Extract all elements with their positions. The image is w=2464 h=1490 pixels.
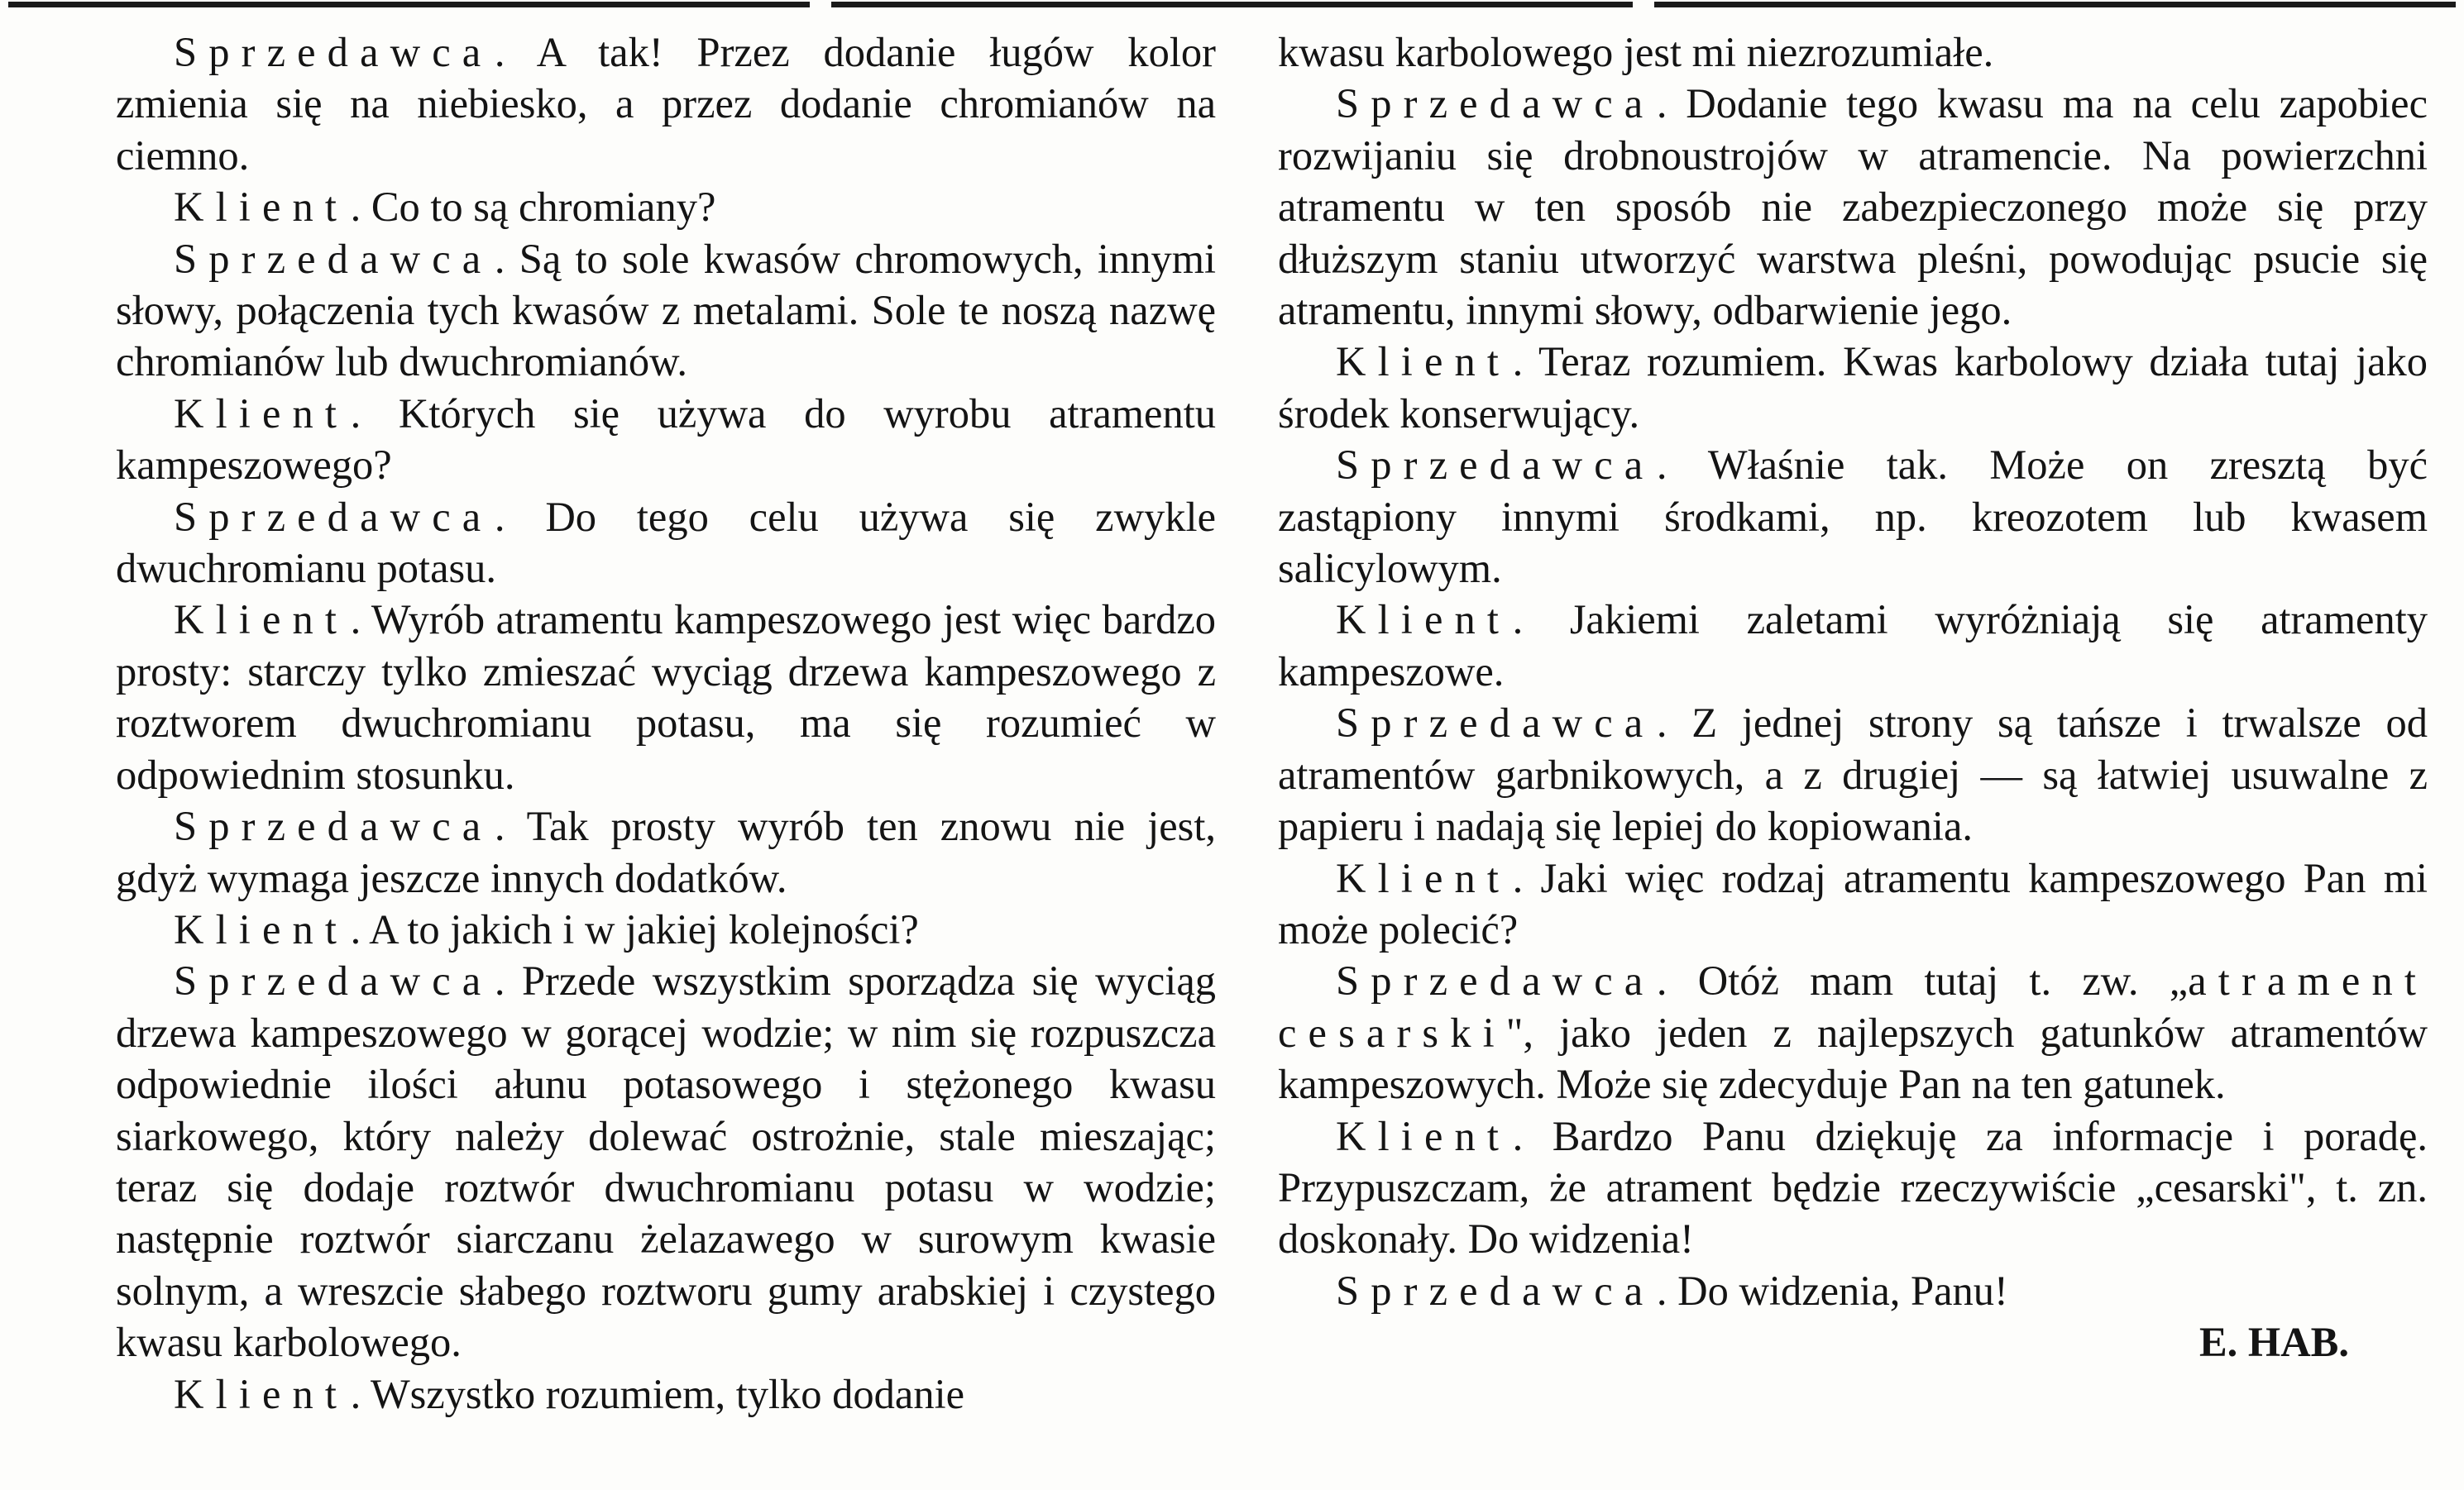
dialogue-text: Z jednej strony są tańsze i trwalsze od atramentów garbnikowych, a z drugiej — są łatwiej usuwalne z papieru i nadają się lepiej do kopiowania. xyxy=(1278,700,2428,850)
speaker-name: Sprzedawca xyxy=(174,493,493,540)
dialogue-line: Sprzedawca. Dodanie tego kwasu ma na celu zapobiec rozwijaniu się drobnoustrojów w atramencie. Na powierzchni atramentu w ten sposób nie zabezpieczonego może się przy dłuższym staniu utworzyć warstwa pleśni, powodując psucie się atramentu, innymi słowy, odbarwienie jego. xyxy=(1278,80,2428,334)
dialogue-line: Klient. Wszystko rozumiem, tylko dodanie xyxy=(174,1370,965,1417)
speaker-name: Sprzedawca xyxy=(174,235,493,282)
dialogue-line: Klient. Których się używa do wyrobu atramentu kampeszowego? xyxy=(116,389,1216,489)
dialogue-text: Jaki więc rodzaj atramentu kampeszowego Pan mi może polecić? xyxy=(1278,854,2428,953)
dialogue-line: Klient. A to jakich i w jakiej kolejności? xyxy=(174,905,919,953)
right-column xyxy=(1278,26,2428,1368)
dialogue-line: Sprzedawca. Otóż mam tutaj t. zw. „atrament cesarski", jako jeden z najlepszych gatunków atramentów kampeszowych. Może się zdecyduje Pan na ten gatunek. xyxy=(1278,958,2428,1108)
dialogue-text: A to jakich i w jakiej kolejności? xyxy=(369,905,919,953)
dialogue-line: Klient. Wyrób atramentu kampeszowego jest więc bardzo prosty: starczy tylko zmieszać wyciąg drzewa kampeszowego z roztworem dwuchromianu potasu, ma się rozumieć w odpowiednim stosunku. xyxy=(116,596,1217,798)
speaker-name: Klient xyxy=(174,905,349,953)
speaker-name: Sprzedawca xyxy=(1336,442,1655,489)
left-column xyxy=(116,26,1216,1420)
dialogue-text: Do widzenia, Panu! xyxy=(1677,1267,2008,1314)
dialogue-text: ", jako jeden z najlepszych gatunków atramentów kampeszowych. Może się zdecyduje Pan na ten gatunek. xyxy=(1278,1009,2428,1108)
speaker-name: Klient xyxy=(174,389,349,437)
speaker-name: Sprzedawca xyxy=(1336,1267,1655,1314)
dialogue-line: Sprzedawca. Z jednej strony są tańsze i trwalsze od atramentów garbnikowych, a z drugiej — są łatwiej usuwalne z papieru i nadają się lepiej do kopiowania. xyxy=(1278,700,2428,850)
top-rule xyxy=(8,0,2456,8)
dialogue-line: Sprzedawca. Tak prosty wyrób ten znowu nie jest, gdyż wymaga jeszcze innych dodatków. xyxy=(116,803,1216,901)
dialogue-line: Sprzedawca. Przede wszystkim sporządza się wyciąg drzewa kampeszowego w gorącej wodzie; w nim się rozpuszcza odpowiednie ilości ałunu potasowego i stężonego kwasu siarkowego, który należy dolewać ostrożnie, stale mieszając; teraz się dodaje roztwór dwuchromianu potasu w wodzie; następnie roztwór siarczanu żelazawego w surowym kwasie solnym, a wreszcie słabego roztworu gumy arabskiej i czystego kwasu karbolowego. xyxy=(116,958,1217,1366)
dialogue-text: Co to są chromiany? xyxy=(371,184,716,231)
dialogue-text: Wyrób atramentu kampeszowego jest więc bardzo prosty: starczy tylko zmieszać wyciąg drzewa kampeszowego z roztworem dwuchromianu potasu, ma się rozumieć w odpowiednim stosunku. xyxy=(116,596,1217,798)
dialogue-text: Dodanie tego kwasu ma na celu zapobiec rozwijaniu się drobnoustrojów w atramencie. Na powierzchni atramentu w ten sposób nie zabezpieczonego może się przy dłuższym staniu utworzyć warstwa pleśni, powodując psucie się atramentu, innymi słowy, odbarwienie jego. xyxy=(1278,80,2428,334)
speaker-name: Klient xyxy=(1336,1112,1511,1159)
dialogue-text: Otóż mam tutaj t. zw. „ xyxy=(1697,958,2189,1005)
dialogue-line: Klient. Teraz rozumiem. Kwas karbolowy działa tutaj jako środek konserwujący. xyxy=(1278,338,2428,437)
dialogue-text: Których się używa do wyrobu atramentu kampeszowego? xyxy=(116,389,1216,489)
dialogue-line: Sprzedawca. Do tego celu używa się zwykle dwuchromianu potasu. xyxy=(116,493,1217,592)
author-signature: E. HAB. xyxy=(2199,1319,2349,1366)
dialogue-text: Są to sole kwasów chromowych, innymi słowy, połączenia tych kwasów z metalami. Sole te noszą nazwę chromianów lub dwuchromianów. xyxy=(116,235,1217,385)
dialogue-line: Sprzedawca. Do widzenia, Panu! xyxy=(1336,1267,2008,1314)
speaker-name: Klient xyxy=(1336,338,1511,385)
dialogue-text: kwasu karbolowego jest mi niezrozumiałe. xyxy=(1278,29,1994,75)
dialogue-text: A tak! Przez dodanie ługów kolor zmienia się na niebiesko, a przez dodanie chromianów na ciemno. xyxy=(116,29,1216,179)
speaker-name: Klient xyxy=(174,1370,349,1417)
dialogue-text: Teraz rozumiem. Kwas karbolowy działa tutaj jako środek konserwujący. xyxy=(1278,338,2428,437)
dialogue-line: Klient. Jaki więc rodzaj atramentu kampeszowego Pan mi może polecić? xyxy=(1278,854,2428,953)
speaker-name: Sprzedawca xyxy=(1336,958,1655,1005)
dialogue-line: Sprzedawca. Właśnie tak. Może on zresztą być zastąpiony innymi środkami, np. kreozotem lub kwasem salicylowym. xyxy=(1278,442,2428,592)
dialogue-text: Przede wszystkim sporządza się wyciąg drzewa kampeszowego w gorącej wodzie; w nim się rozpuszcza odpowiednie ilości ałunu potasowego i stężonego kwasu siarkowego, który należy dolewać ostrożnie, stale mieszając; teraz się dodaje roztwór dwuchromianu potasu w wodzie; następnie roztwór siarczanu żelazawego w surowym kwasie solnym, a wreszcie słabego roztworu gumy arabskiej i czystego kwasu karbolowego. xyxy=(116,958,1217,1366)
dialogue-text: Bardzo Panu dziękuję za informacje i poradę. Przypuszczam, że atrament będzie rzeczywiście „cesarski", t. zn. doskonały. Do widzenia! xyxy=(1278,1112,2428,1263)
speaker-name: Klient xyxy=(1336,596,1511,643)
dialogue-text: Wszystko rozumiem, tylko dodanie xyxy=(370,1370,965,1417)
speaker-name: Sprzedawca xyxy=(1336,80,1655,127)
dialogue-line: Sprzedawca. A tak! Przez dodanie ługów kolor zmienia się na niebiesko, a przez dodanie chromianów na ciemno. xyxy=(116,29,1216,179)
emphasized-term: atrament cesarski xyxy=(1278,958,2428,1056)
speaker-name: Sprzedawca xyxy=(174,803,493,850)
speaker-name: Sprzedawca xyxy=(1336,700,1655,747)
speaker-name: Klient xyxy=(174,184,349,231)
dialogue-line: Sprzedawca. Są to sole kwasów chromowych, innymi słowy, połączenia tych kwasów z metalami. Sole te noszą nazwę chromianów lub dwuchromianów. xyxy=(116,235,1217,385)
dialogue-line: Klient. Co to są chromiany? xyxy=(174,184,716,231)
dialogue-line: Klient. Jakiemi zaletami wyróżniają się atramenty kampeszowe. xyxy=(1278,596,2428,695)
dialogue-text: Właśnie tak. Może on zresztą być zastąpiony innymi środkami, np. kreozotem lub kwasem salicylowym. xyxy=(1278,442,2428,592)
dialogue-text: Tak prosty wyrób ten znowu nie jest, gdyż wymaga jeszcze innych dodatków. xyxy=(116,803,1216,901)
dialogue-line: Klient. Bardzo Panu dziękuję za informacje i poradę. Przypuszczam, że atrament będzie rzeczywiście „cesarski", t. zn. doskonały. Do widzenia! xyxy=(1278,1112,2428,1263)
speaker-name: Klient xyxy=(1336,854,1511,901)
dialogue-text: Do tego celu używa się zwykle dwuchromianu potasu. xyxy=(116,493,1217,592)
speaker-name: Klient xyxy=(174,596,349,643)
dialogue-text: Jakiemi zaletami wyróżniają się atramenty kampeszowe. xyxy=(1278,596,2428,695)
speaker-name: Sprzedawca xyxy=(174,29,493,75)
dialogue-continuation xyxy=(1278,26,2428,78)
speaker-name: Sprzedawca xyxy=(174,958,493,1005)
